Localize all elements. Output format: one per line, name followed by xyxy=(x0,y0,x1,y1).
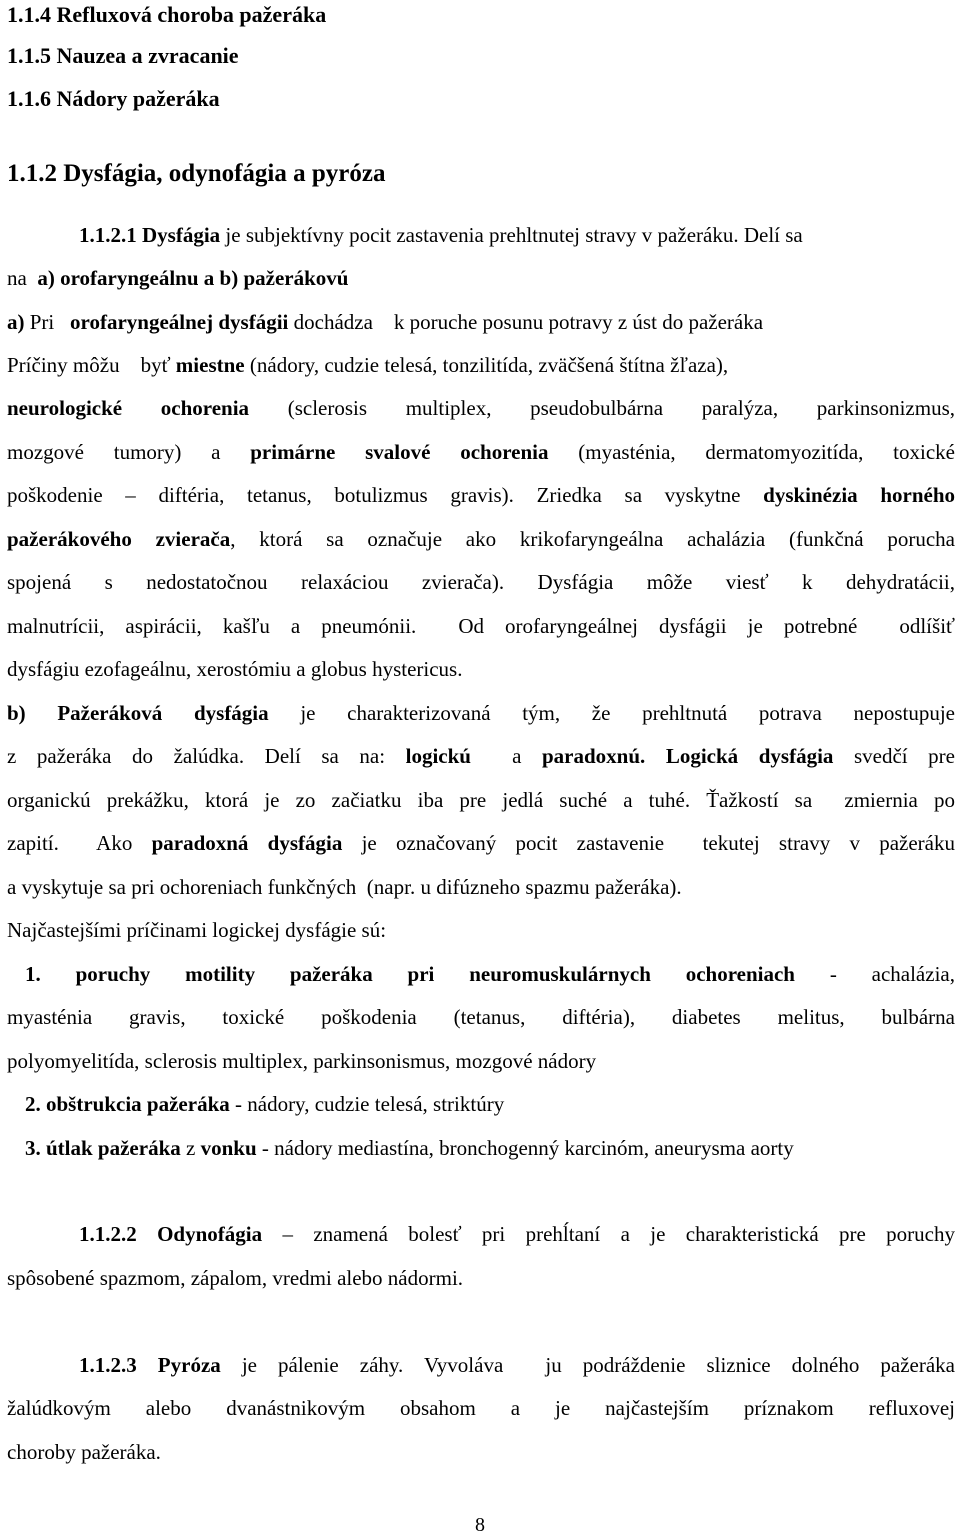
section-heading xyxy=(7,157,955,191)
toc-item-1-1-4 xyxy=(7,0,955,30)
text: polyomyelitída, sclerosis multiplex, parkinsonismus, mozgové nádory xyxy=(7,1049,597,1073)
term-types: a) orofaryngeálnu a b) pažerákovú xyxy=(37,266,349,290)
pyroza-line-2 xyxy=(7,1393,955,1423)
dysfagia-line-10 xyxy=(7,611,955,641)
text: je pálenie záhy. Vyvoláva ju podráždenie sliznice dolného pažeráka xyxy=(220,1353,955,1377)
dysfagia-line-9 xyxy=(7,567,955,597)
text: (nádory, cudzie telesá, tonzilitída, zväčšená štítna žľaza), xyxy=(244,353,729,377)
dysfagia-line-13 xyxy=(7,741,955,771)
term-pazerakova: b) Pažeráková dysfágia xyxy=(7,701,269,725)
text: dochádza k poruche posunu potravy z úst do pažeráka xyxy=(288,310,764,334)
text: mozgové tumory) a xyxy=(7,440,251,464)
term-dysfagia: Dysfágia xyxy=(142,223,221,247)
cause-title: 2. obštrukcia pažeráka xyxy=(25,1092,230,1116)
term-zvierac: pažerákového zvierača xyxy=(7,527,231,551)
text: je označovaný pocit zastavenie tekutej stravy v pažeráku xyxy=(342,831,955,855)
term-primarne: primárne svalové ochorenia xyxy=(250,440,549,464)
term-miestne: miestne xyxy=(175,353,245,377)
dysfagia-line-11 xyxy=(7,654,955,684)
text: myasténia gravis, toxické poškodenia (tetanus, diftéria), diabetes melitus, bulbárna xyxy=(7,1005,955,1029)
dysfagia-line-15 xyxy=(7,828,955,858)
dysfagia-line-4 xyxy=(7,350,955,380)
subsection-pyroza: 1.1.2.3 Pyróza xyxy=(79,1353,221,1377)
text: (sclerosis multiplex, pseudobulbárna paralýza, parkinsonizmus, xyxy=(249,396,955,420)
dysfagia-line-1 xyxy=(79,220,955,250)
pyroza-line-1 xyxy=(79,1350,955,1380)
toc-item-label: 1.1.5 Nauzea a zvracanie xyxy=(7,43,239,68)
text: spojená s nedostatočnou relaxáciou zvierača). Dysfágia môže viesť k dehydratácii, xyxy=(7,570,955,594)
text: (myasténia, dermatomyozitída, toxické xyxy=(548,440,955,464)
subsection-odynofagia: 1.1.2.2 Odynofágia xyxy=(79,1222,263,1246)
text: , ktorá sa označuje ako krikofaryngeálna achalázia (funkčná porucha xyxy=(230,527,955,551)
section-heading-text: 1.1.2 Dysfágia, odynofágia a pyróza xyxy=(7,160,386,187)
cause-title: 1. poruchy motility pažeráka pri neuromuskulárnych ochoreniach xyxy=(25,962,795,986)
dysfagia-line-7 xyxy=(7,480,955,510)
text: je subjektívny pocit zastavenia prehltnutej stravy v pažeráku. Delí sa xyxy=(220,223,803,247)
term-vonku: vonku xyxy=(200,1136,257,1160)
text: - achalázia, xyxy=(794,962,955,986)
text: choroby pažeráka. xyxy=(7,1440,161,1464)
dysfagia-line-16 xyxy=(7,872,955,902)
term-paradoxnu: paradoxnú. xyxy=(541,744,646,768)
cause-item-3 xyxy=(25,1133,955,1163)
dysfagia-line-8 xyxy=(7,524,955,554)
text: je charakterizovaná tým, že prehltnutá potrava nepostupuje xyxy=(268,701,955,725)
dysfagia-line-14 xyxy=(7,785,955,815)
term-logicku: logickú xyxy=(405,744,471,768)
toc-item-label: 1.1.4 Refluxová choroba pažeráka xyxy=(7,2,327,27)
text: organickú prekážku, ktorá je zo začiatku iba pre jedlá suché a tuhé. Ťažkostí sa zmiernia po xyxy=(7,788,955,812)
dysfagia-line-3 xyxy=(7,307,955,337)
dysfagia-line-6 xyxy=(7,437,955,467)
text: spôsobené spazmom, zápalom, vredmi alebo nádormi. xyxy=(7,1266,464,1290)
list-marker: a) xyxy=(7,310,30,334)
text: a vyskytuje sa pri ochoreniach funkčných (napr. u difúzneho spazmu pažeráka). xyxy=(7,875,682,899)
term-logicka-dysfagia: Logická dysfágia xyxy=(665,744,834,768)
text: dysfágiu ezofageálnu, xerostómiu a globus hystericus. xyxy=(7,657,463,681)
text: z xyxy=(180,1136,201,1160)
text: poškodenie – diftéria, tetanus, botulizmus gravis). Zriedka sa vyskytne xyxy=(7,483,764,507)
text xyxy=(645,744,666,768)
pyroza-line-3 xyxy=(7,1437,955,1467)
text: - nádory mediastína, bronchogenný karcinóm, aneurysma aorty xyxy=(256,1136,794,1160)
term-paradoxna-dysfagia: paradoxná dysfágia xyxy=(151,831,343,855)
cause-item-1 xyxy=(25,959,955,989)
term-orofaryngealna: orofaryngeálnej dysfágii xyxy=(70,310,289,334)
cause-item-2 xyxy=(25,1089,955,1119)
page-number: 8 xyxy=(475,1514,485,1536)
text: zapití. Ako xyxy=(7,831,152,855)
text: Príčiny môžu byť xyxy=(7,353,176,377)
dysfagia-line-17 xyxy=(7,915,955,945)
dysfagia-line-5 xyxy=(7,393,955,423)
text: a xyxy=(471,744,542,768)
cause-title: 3. útlak pažeráka xyxy=(25,1136,181,1160)
dysfagia-line-12 xyxy=(7,698,955,728)
text: Pri xyxy=(29,310,71,334)
text: svedčí pre xyxy=(833,744,955,768)
subsection-number: 1.1.2.1 xyxy=(79,223,142,247)
dysfagia-line-2 xyxy=(7,263,955,293)
text: – znamená bolesť pri prehĺtaní a je charakteristická pre poruchy xyxy=(262,1222,955,1246)
toc-item-1-1-6 xyxy=(7,84,955,114)
text: žalúdkovým alebo dvanástnikovým obsahom a je najčastejším príznakom refluxovej xyxy=(7,1396,955,1420)
text: Najčastejšími príčinami logickej dysfágie sú: xyxy=(7,918,387,942)
dysfagia-line-19 xyxy=(7,1002,955,1032)
dysfagia-line-20 xyxy=(7,1046,955,1076)
toc-item-1-1-5 xyxy=(7,41,955,71)
odynofagia-line-2 xyxy=(7,1263,955,1293)
text: - nádory, cudzie telesá, striktúry xyxy=(229,1092,505,1116)
odynofagia-line-1 xyxy=(79,1219,955,1249)
text: na xyxy=(7,266,38,290)
text: malnutrícii, aspirácii, kašľu a pneumónii. Od orofaryngeálnej dysfágii je potrebné odlíšiť xyxy=(7,614,955,638)
toc-item-label: 1.1.6 Nádory pažeráka xyxy=(7,86,220,111)
text: z pažeráka do žalúdka. Delí sa na: xyxy=(7,744,406,768)
term-dyskinezia: dyskinézia horného xyxy=(763,483,955,507)
term-neurologicke: neurologické ochorenia xyxy=(7,396,250,420)
